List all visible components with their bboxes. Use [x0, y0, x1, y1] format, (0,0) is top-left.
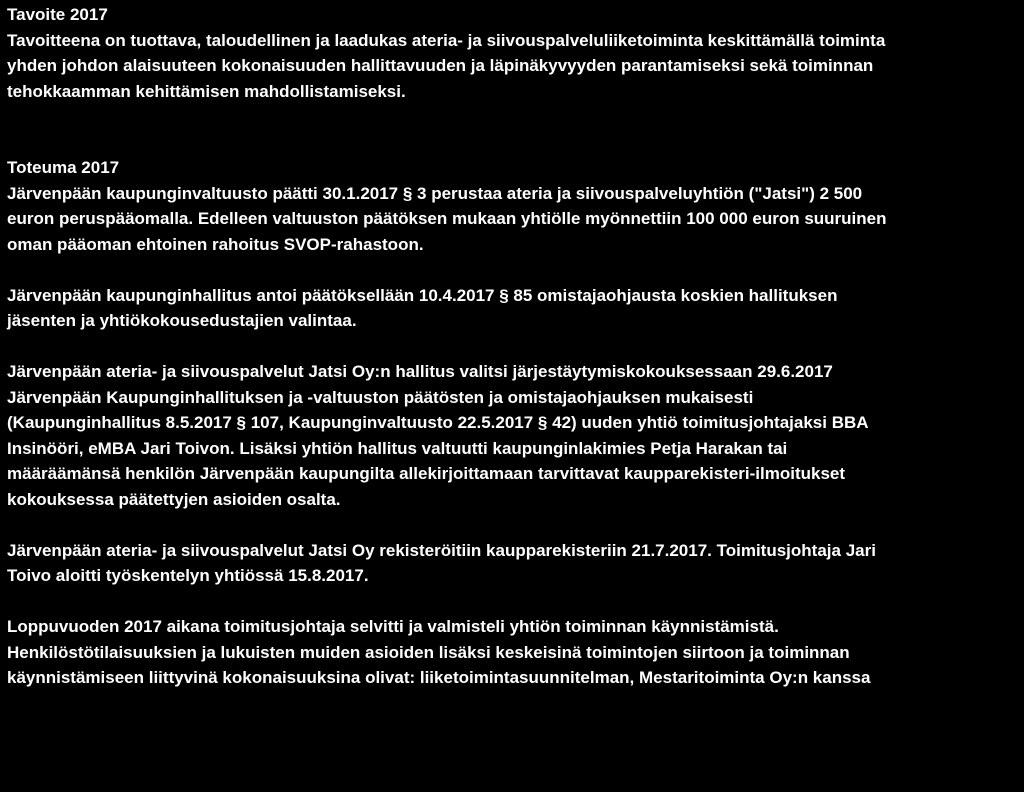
paragraph-spacer	[7, 334, 1019, 360]
text-line: Henkilöstötilaisuuksien ja lukuisten muiden asioiden lisäksi keskeisinä toimintojen siirtoon ja toiminnan	[7, 642, 850, 662]
outcome-paragraph-startup	[7, 614, 1019, 691]
text-line: kokouksessa päätettyjen asioiden osalta.	[7, 489, 341, 509]
goal-heading: Tavoite 2017	[7, 5, 108, 24]
text-line: Järvenpään kaupunginvaltuusto päätti 30.1.2017 § 3 perustaa ateria ja siivouspalveluyhtiön ("Jatsi") 2 500	[7, 183, 863, 203]
text-line: Tavoitteena on tuottava, taloudellinen ja laadukas ateria- ja siivouspalveluliiketoiminta keskittämällä toiminta	[7, 30, 886, 50]
text-line: Insinööri, eMBA Jari Toivon. Lisäksi yhtiön hallitus valtuutti kaupunginlakimies Petja Harakan tai	[7, 438, 788, 458]
outcome-section	[7, 155, 1019, 691]
text-line: Järvenpään Kaupunginhallituksen ja -valtuuston päätösten ja omistajaohjauksen mukaisesti	[7, 387, 754, 407]
outcome-paragraph-governance	[7, 283, 1019, 334]
text-line: (Kaupunginhallitus 8.5.2017 § 107, Kaupunginvaltuusto 22.5.2017 § 42) uuden yhtiö toimitusjohtajaksi BBA	[7, 413, 869, 432]
text-line: euron peruspääomalla. Edelleen valtuuston päätöksen mukaan yhtiölle myönnettiin 100 000 euron suuruinen	[7, 209, 887, 228]
text-line: jäsenten ja yhtiökokousedustajien valintaa.	[7, 311, 357, 330]
text-line: Toivo aloitti työskentelyn yhtiössä 15.8.2017.	[7, 566, 369, 585]
paragraph-spacer	[7, 257, 1019, 283]
outcome-heading: Toteuma 2017	[7, 158, 120, 177]
paragraph-spacer	[7, 512, 1019, 538]
section-spacer	[7, 104, 1019, 155]
text-line: määräämänsä henkilön Järvenpään kaupungilta allekirjoittamaan tarvittavat kaupparekisteri-ilmoitukset	[7, 464, 846, 483]
text-line: oman pääoman ehtoinen rahoitus SVOP-rahastoon.	[7, 234, 424, 254]
text-line: yhden johdon alaisuuteen kokonaisuuden hallittavuuden ja läpinäkyvyyden parantamiseksi sekä toiminnan	[7, 56, 874, 75]
outcome-paragraph-founding	[7, 181, 1019, 258]
text-line: tehokkaamman kehittämisen mahdollistamiseksi.	[7, 81, 406, 101]
document-body	[7, 2, 1019, 691]
goal-section	[7, 2, 1019, 104]
text-line: käynnistämiseen liittyvinä kokonaisuuksina olivat: liiketoimintasuunnitelman, Mestaritoiminta Oy:n kanssa	[7, 668, 871, 687]
text-line: Järvenpään ateria- ja siivouspalvelut Jatsi Oy rekisteröitiin kaupparekisteriin 21.7.2017. Toimitusjohtaja Jari	[7, 540, 876, 560]
text-line: Loppuvuoden 2017 aikana toimitusjohtaja selvitti ja valmisteli yhtiön toiminnan käynnistämistä.	[7, 617, 779, 636]
goal-paragraph	[7, 28, 1019, 105]
paragraph-spacer	[7, 589, 1019, 615]
text-line: Järvenpään kaupunginhallitus antoi päätöksellään 10.4.2017 § 85 omistajaohjausta koskien hallituksen	[7, 285, 838, 305]
text-line: Järvenpään ateria- ja siivouspalvelut Jatsi Oy:n hallitus valitsi järjestäytymiskokouksessaan 29.6.2017	[7, 362, 833, 381]
outcome-paragraph-registration	[7, 538, 1019, 589]
outcome-paragraph-board	[7, 359, 1019, 512]
